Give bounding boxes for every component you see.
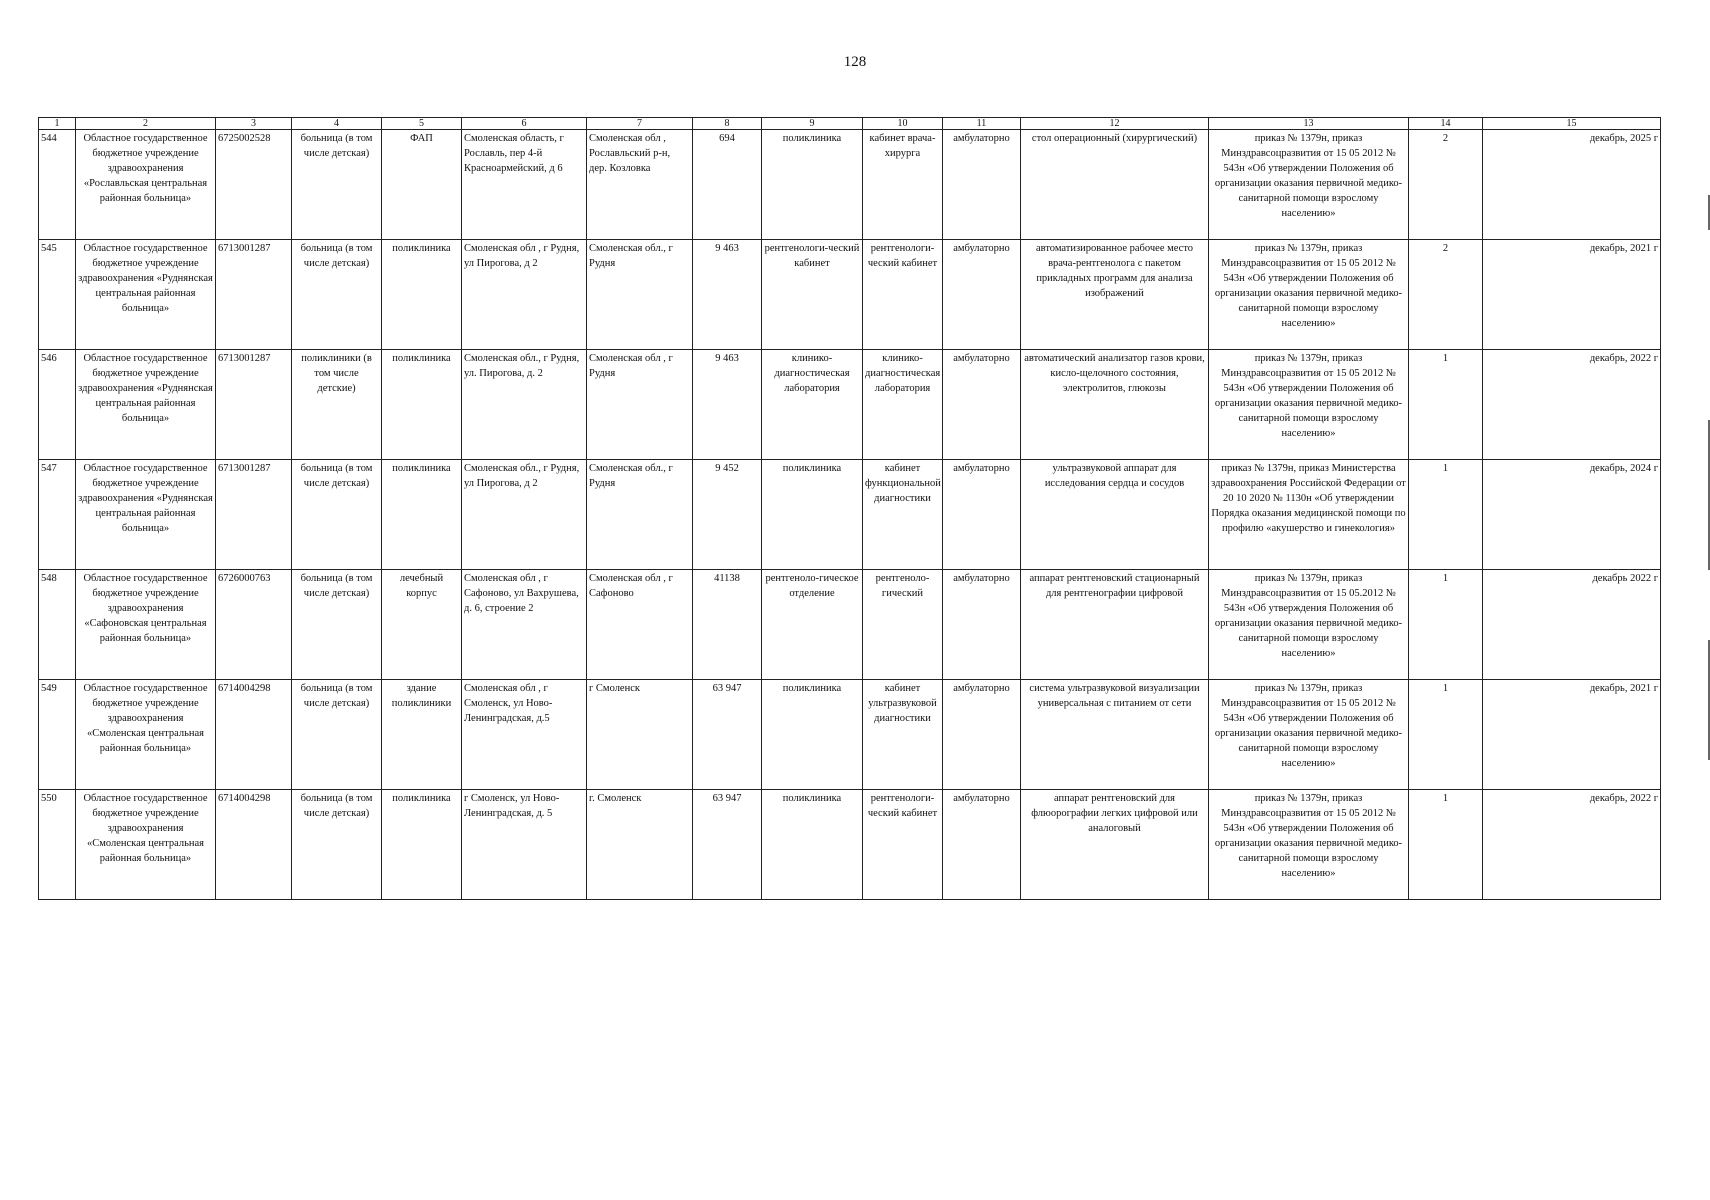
inn-code: 6714004298 bbox=[216, 680, 292, 790]
population: 63 947 bbox=[693, 790, 762, 900]
institution-type: больница (в том числе детская) bbox=[292, 240, 382, 350]
locality: Смоленская обл , г Сафоново bbox=[587, 570, 693, 680]
equipment-name: ультразвуковой аппарат для исследования сердца и сосудов bbox=[1021, 460, 1209, 570]
regulation-order: приказ № 1379н, приказ Минздравсоцразвития от 15 05.2012 № 543н «Об утверждения Положения об организации оказания первичной медико-санитарной помощи взрослому населению» bbox=[1209, 570, 1409, 680]
care-mode: амбулаторно bbox=[943, 680, 1021, 790]
unit-name: поликлиника bbox=[762, 130, 863, 240]
care-mode: амбулаторно bbox=[943, 130, 1021, 240]
organization-name: Областное государственное бюджетное учреждение здравоохранения «Руднянская центральная районная больница» bbox=[76, 460, 216, 570]
quantity: 2 bbox=[1409, 240, 1483, 350]
subdivision: поликлиника bbox=[382, 460, 462, 570]
column-header-13: 13 bbox=[1209, 118, 1409, 130]
care-mode: амбулаторно bbox=[943, 570, 1021, 680]
care-mode: амбулаторно bbox=[943, 350, 1021, 460]
column-header-11: 11 bbox=[943, 118, 1021, 130]
address: Смоленская обл., г Рудня, ул Пирогова, д 2 bbox=[462, 460, 587, 570]
inn-code: 6713001287 bbox=[216, 350, 292, 460]
quantity: 1 bbox=[1409, 680, 1483, 790]
inn-code: 6725002528 bbox=[216, 130, 292, 240]
column-header-15: 15 bbox=[1483, 118, 1661, 130]
inn-code: 6714004298 bbox=[216, 790, 292, 900]
table-row bbox=[39, 240, 1661, 350]
delivery-date: декабрь, 2021 г bbox=[1483, 680, 1661, 790]
regulation-order: приказ № 1379н, приказ Минздравсоцразвития от 15 05 2012 № 543н «Об утверждении Положения об организации оказания первичной медико-санитарной помощи взрослому населению» bbox=[1209, 240, 1409, 350]
column-header-8: 8 bbox=[693, 118, 762, 130]
subdivision: поликлиника bbox=[382, 240, 462, 350]
delivery-date: декабрь, 2025 г bbox=[1483, 130, 1661, 240]
cabinet-name: кабинет ультразвуковой диагностики bbox=[863, 680, 943, 790]
subdivision: поликлиника bbox=[382, 350, 462, 460]
quantity: 1 bbox=[1409, 790, 1483, 900]
regulation-order: приказ № 1379н, приказ Минздравсоцразвития от 15 05 2012 № 543н «Об утверждении Положения об организации оказания первичной медико-санитарной помощи взрослому населению» bbox=[1209, 790, 1409, 900]
delivery-date: декабрь 2022 г bbox=[1483, 570, 1661, 680]
table-row bbox=[39, 790, 1661, 900]
cabinet-name: кабинет функциональной диагностики bbox=[863, 460, 943, 570]
institution-type: больница (в том числе детская) bbox=[292, 460, 382, 570]
locality: Смоленская обл , г Рудня bbox=[587, 350, 693, 460]
locality: г Смоленск bbox=[587, 680, 693, 790]
row-number: 548 bbox=[39, 570, 76, 680]
address: Смоленская область, г Рославль, пер 4-й Красноармейский, д 6 bbox=[462, 130, 587, 240]
column-header-10: 10 bbox=[863, 118, 943, 130]
organization-name: Областное государственное бюджетное учреждение здравоохранения «Руднянская центральная районная больница» bbox=[76, 240, 216, 350]
unit-name: рентгеноло-гическое отделение bbox=[762, 570, 863, 680]
population: 9 452 bbox=[693, 460, 762, 570]
column-header-12: 12 bbox=[1021, 118, 1209, 130]
organization-name: Областное государственное бюджетное учреждение здравоохранения «Смоленская центральная районная больница» bbox=[76, 790, 216, 900]
column-header-6: 6 bbox=[462, 118, 587, 130]
population: 41138 bbox=[693, 570, 762, 680]
table-row bbox=[39, 680, 1661, 790]
population: 9 463 bbox=[693, 240, 762, 350]
cabinet-name: рентгенологи-ческий кабинет bbox=[863, 790, 943, 900]
regulation-order: приказ № 1379н, приказ Министерства здравоохранения Российской Федерации от 20 10 2020 № 1130н «Об утверждении Порядка оказания медицинской помощи по профилю «акушерство и гинекология» bbox=[1209, 460, 1409, 570]
care-mode: амбулаторно bbox=[943, 240, 1021, 350]
delivery-date: декабрь, 2022 г bbox=[1483, 350, 1661, 460]
population: 63 947 bbox=[693, 680, 762, 790]
table-row bbox=[39, 460, 1661, 570]
unit-name: поликлиника bbox=[762, 680, 863, 790]
institution-type: больница (в том числе детская) bbox=[292, 570, 382, 680]
row-number: 546 bbox=[39, 350, 76, 460]
table-row bbox=[39, 570, 1661, 680]
delivery-date: декабрь, 2021 г bbox=[1483, 240, 1661, 350]
table-body bbox=[39, 130, 1661, 900]
population: 694 bbox=[693, 130, 762, 240]
address: Смоленская обл , г Сафоново, ул Вахрушева, д. 6, строение 2 bbox=[462, 570, 587, 680]
table-row bbox=[39, 350, 1661, 460]
equipment-name: аппарат рентгеновский стационарный для рентгенографии цифровой bbox=[1021, 570, 1209, 680]
population: 9 463 bbox=[693, 350, 762, 460]
cabinet-name: рентгенологи-ческий кабинет bbox=[863, 240, 943, 350]
care-mode: амбулаторно bbox=[943, 790, 1021, 900]
column-header-3: 3 bbox=[216, 118, 292, 130]
regulation-order: приказ № 1379н, приказ Минздравсоцразвития от 15 05 2012 № 543н «Об утверждении Положения об организации оказания первичной медико-санитарной помощи взрослому населению» bbox=[1209, 350, 1409, 460]
cabinet-name: кабинет врача-хирурга bbox=[863, 130, 943, 240]
cabinet-name: клинико-диагностическая лаборатория bbox=[863, 350, 943, 460]
care-mode: амбулаторно bbox=[943, 460, 1021, 570]
organization-name: Областное государственное бюджетное учреждение здравоохранения «Рославльская центральная районная больница» bbox=[76, 130, 216, 240]
locality: Смоленская обл , Рославльский р-н, дер. Козловка bbox=[587, 130, 693, 240]
column-header-2: 2 bbox=[76, 118, 216, 130]
row-number: 547 bbox=[39, 460, 76, 570]
organization-name: Областное государственное бюджетное учреждение здравоохранения «Сафоновская центральная районная больница» bbox=[76, 570, 216, 680]
equipment-name: стол операционный (хирургический) bbox=[1021, 130, 1209, 240]
page-number: 128 bbox=[843, 54, 867, 70]
address: Смоленская обл , г Смоленск, ул Ново-Ленинградская, д.5 bbox=[462, 680, 587, 790]
subdivision: лечебный корпус bbox=[382, 570, 462, 680]
locality: г. Смоленск bbox=[587, 790, 693, 900]
regulation-order: приказ № 1379н, приказ Минздравсоцразвития от 15 05 2012 № 543н «Об утверждении Положения об организации оказания первичной медико-санитарной помощи взрослому населению» bbox=[1209, 130, 1409, 240]
equipment-name: аппарат рентгеновский для флюорографии легких цифровой или аналоговый bbox=[1021, 790, 1209, 900]
column-header-7: 7 bbox=[587, 118, 693, 130]
regulation-order: приказ № 1379н, приказ Минздравсоцразвития от 15 05 2012 № 543н «Об утверждении Положения об организации оказания первичной медико-санитарной помощи взрослому населению» bbox=[1209, 680, 1409, 790]
column-header-5: 5 bbox=[382, 118, 462, 130]
unit-name: рентгенологи-ческий кабинет bbox=[762, 240, 863, 350]
row-number: 545 bbox=[39, 240, 76, 350]
inn-code: 6713001287 bbox=[216, 460, 292, 570]
column-header-4: 4 bbox=[292, 118, 382, 130]
column-header-9: 9 bbox=[762, 118, 863, 130]
quantity: 1 bbox=[1409, 350, 1483, 460]
subdivision: здание поликлиники bbox=[382, 680, 462, 790]
delivery-date: декабрь, 2024 г bbox=[1483, 460, 1661, 570]
subdivision: ФАП bbox=[382, 130, 462, 240]
delivery-date: декабрь, 2022 г bbox=[1483, 790, 1661, 900]
address: г Смоленск, ул Ново-Ленинградская, д. 5 bbox=[462, 790, 587, 900]
cabinet-name: рентгеноло-гический bbox=[863, 570, 943, 680]
unit-name: поликлиника bbox=[762, 790, 863, 900]
equipment-name: система ультразвуковой визуализации универсальная с питанием от сети bbox=[1021, 680, 1209, 790]
institution-type: поликлиники (в том числе детские) bbox=[292, 350, 382, 460]
address: Смоленская обл , г Рудня, ул Пирогова, д 2 bbox=[462, 240, 587, 350]
organization-name: Областное государственное бюджетное учреждение здравоохранения «Смоленская центральная районная больница» bbox=[76, 680, 216, 790]
equipment-table bbox=[38, 117, 1661, 900]
organization-name: Областное государственное бюджетное учреждение здравоохранения «Руднянская центральная районная больница» bbox=[76, 350, 216, 460]
institution-type: больница (в том числе детская) bbox=[292, 790, 382, 900]
quantity: 2 bbox=[1409, 130, 1483, 240]
row-number: 549 bbox=[39, 680, 76, 790]
locality: Смоленская обл., г Рудня bbox=[587, 460, 693, 570]
column-header-14: 14 bbox=[1409, 118, 1483, 130]
address: Смоленская обл., г Рудня, ул. Пирогова, д. 2 bbox=[462, 350, 587, 460]
inn-code: 6713001287 bbox=[216, 240, 292, 350]
quantity: 1 bbox=[1409, 570, 1483, 680]
inn-code: 6726000763 bbox=[216, 570, 292, 680]
locality: Смоленская обл., г Рудня bbox=[587, 240, 693, 350]
subdivision: поликлиника bbox=[382, 790, 462, 900]
institution-type: больница (в том числе детская) bbox=[292, 680, 382, 790]
row-number: 550 bbox=[39, 790, 76, 900]
equipment-name: автоматический анализатор газов крови, кисло-щелочного состояния, электролитов, глюкозы bbox=[1021, 350, 1209, 460]
institution-type: больница (в том числе детская) bbox=[292, 130, 382, 240]
column-header-1: 1 bbox=[39, 118, 76, 130]
equipment-name: автоматизированное рабочее место врача-рентгенолога с пакетом прикладных программ для анализа изображений bbox=[1021, 240, 1209, 350]
quantity: 1 bbox=[1409, 460, 1483, 570]
unit-name: поликлиника bbox=[762, 460, 863, 570]
table-row bbox=[39, 130, 1661, 240]
row-number: 544 bbox=[39, 130, 76, 240]
unit-name: клинико-диагностическая лаборатория bbox=[762, 350, 863, 460]
column-number-header bbox=[39, 118, 1661, 130]
